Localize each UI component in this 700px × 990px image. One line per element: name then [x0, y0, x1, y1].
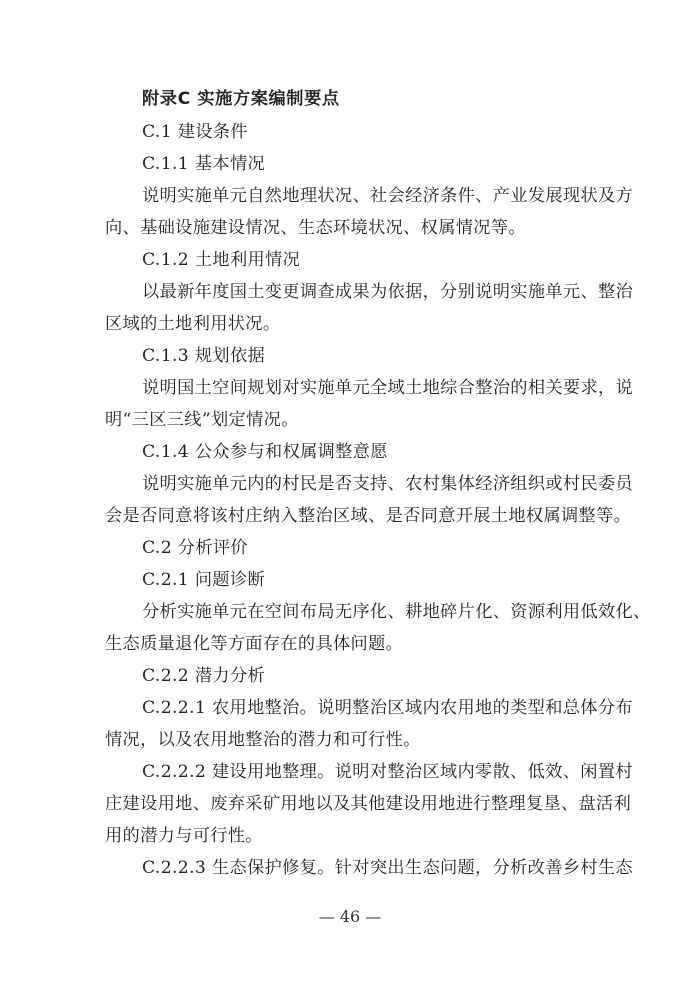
paragraph-line: 明“三区三线”划定情况。: [105, 410, 299, 430]
subsection-heading: C.1.4 公众参与和权属调整意愿: [142, 442, 388, 462]
subsection-heading: C.1.2 土地利用情况: [142, 250, 301, 270]
section-heading: C.1 建设条件: [142, 122, 248, 142]
paragraph-line: C.2.2.1 农用地整治。说明整治区域内农用地的类型和总体分布: [142, 698, 633, 718]
section-heading: C.2 分析评价: [142, 538, 248, 558]
paragraph-line: 向、基础设施建设情况、生态环境状况、权属情况等。: [105, 218, 526, 238]
paragraph-line: 区域的土地利用状况。: [105, 314, 281, 334]
paragraph-line: 用的潜力与可行性。: [105, 826, 263, 846]
paragraph-line: C.2.2.2 建设用地整理。说明对整治区域内零散、低效、闲置村: [142, 762, 633, 782]
paragraph-line: 说明国土空间规划对实施单元全域土地综合整治的相关要求，说: [142, 378, 634, 398]
paragraph-line: C.2.2.3 生态保护修复。针对突出生态问题，分析改善乡村生态: [142, 858, 633, 878]
appendix-title: 附录C 实施方案编制要点: [142, 89, 340, 109]
paragraph-line: 庄建设用地、废弃采矿用地以及其他建设用地进行整理复垦、盘活利: [105, 794, 632, 814]
paragraph-line: 以最新年度国土变更调查成果为依据，分别说明实施单元、整治: [142, 282, 634, 302]
subsection-heading: C.2.2 潜力分析: [142, 666, 266, 686]
subsection-heading: C.1.3 规划依据: [142, 346, 266, 366]
paragraph-line: 会是否同意将该村庄纳入整治区域、是否同意开展土地权属调整等。: [105, 506, 632, 526]
paragraph-line: 说明实施单元自然地理状况、社会经济条件、产业发展现状及方: [142, 186, 634, 206]
page-number: — 46 —: [318, 907, 382, 926]
subsection-heading: C.2.1 问题诊断: [142, 570, 266, 590]
paragraph-line: 说明实施单元内的村民是否支持、农村集体经济组织或村民委员: [142, 474, 634, 494]
paragraph-line: 生态质量退化等方面存在的具体问题。: [105, 634, 404, 654]
paragraph-line: 情况，以及农用地整治的潜力和可行性。: [105, 730, 421, 750]
subsection-heading: C.1.1 基本情况: [142, 154, 266, 174]
paragraph-line: 分析实施单元在空间布局无序化、耕地碎片化、资源利用低效化、: [142, 602, 651, 622]
